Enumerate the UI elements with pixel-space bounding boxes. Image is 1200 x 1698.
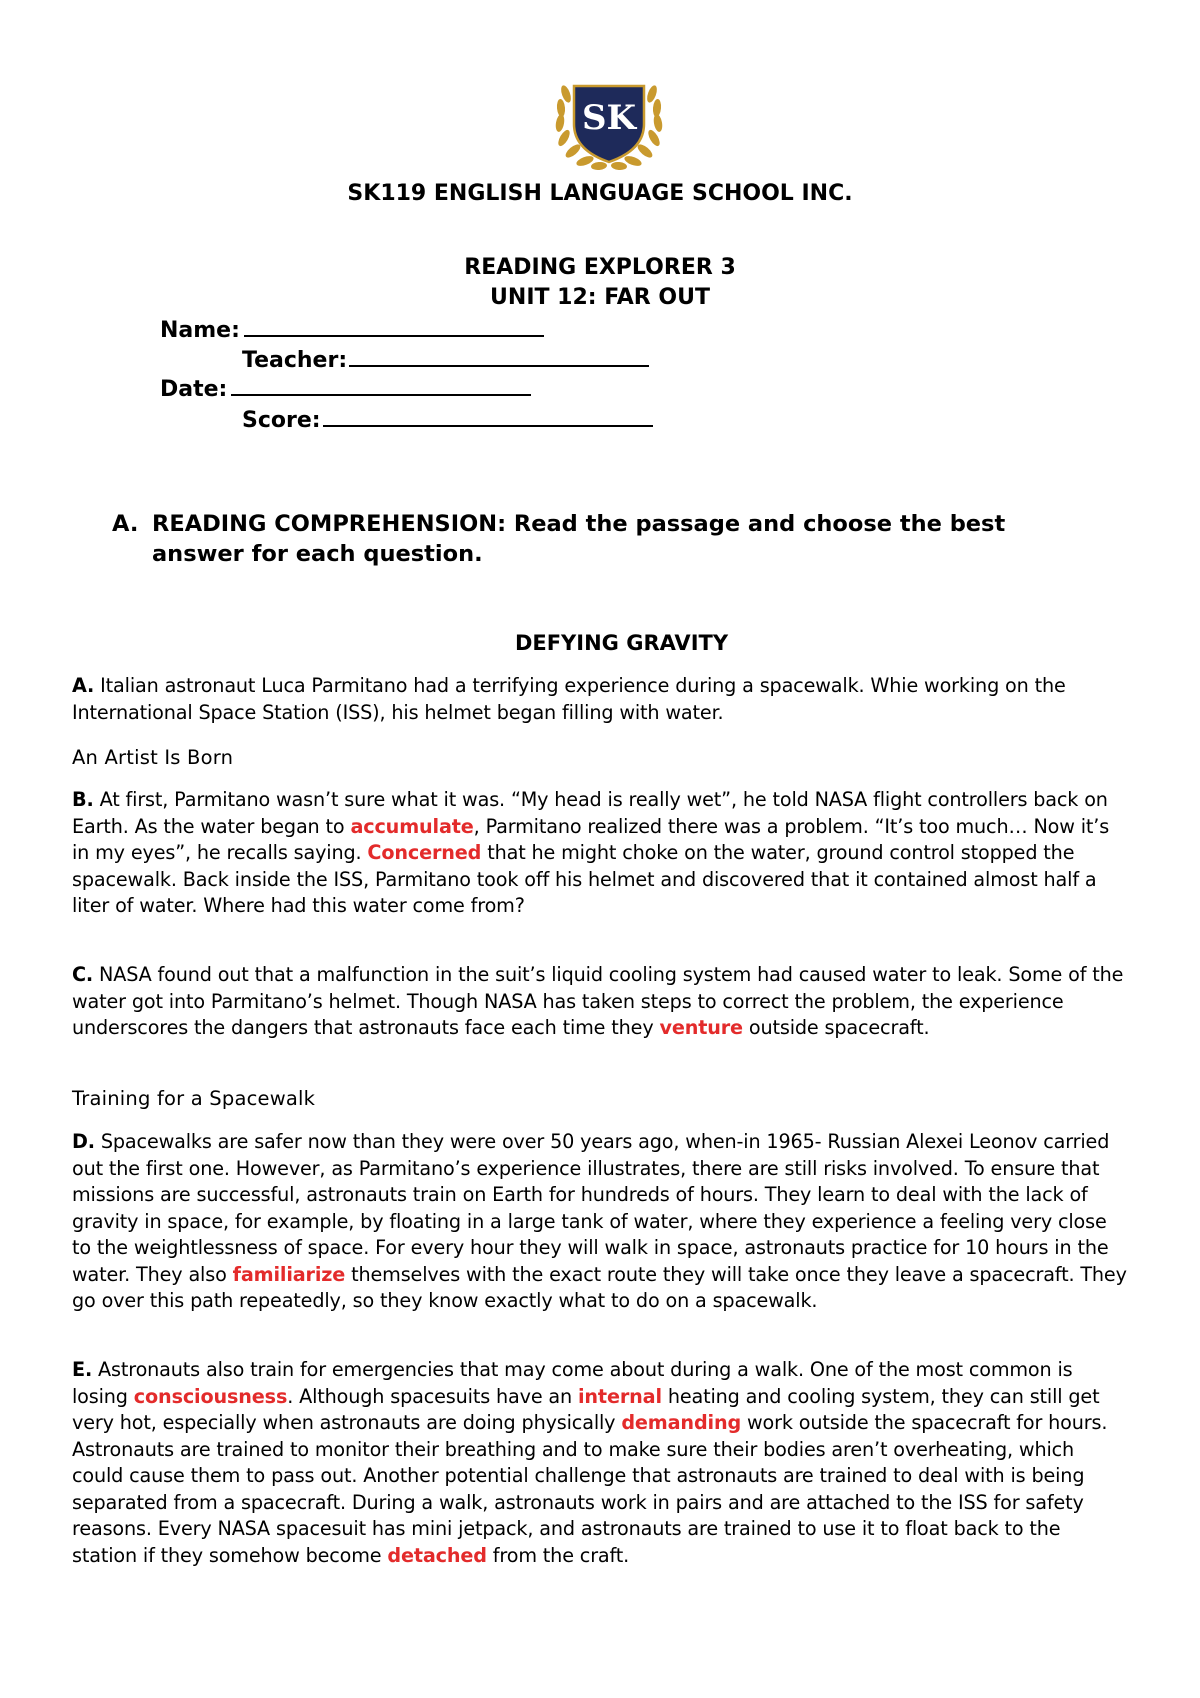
paragraph-b — [72, 787, 1128, 920]
paragraph-d-text-1: Spacewalks are safer now than they were over 50 years ago, when-in 1965- Russian Alexei Leonov carried out the first one. However, as Parmitano’s experience illustrates, there are still risks involved. To ensure that missions are successful, astronauts train on Earth for hundreds of hours. They learn to deal with the lack of gravity in space, for example, by floating in a large tank of water, where they experience a feeling very close to the weightlessness of space. For every hour they will walk in space, astronauts practice for 10 hours in the water. They also — [72, 1130, 1110, 1286]
paragraph-b-text-3: that he might choke on the water, ground control stopped the spacewalk. Back inside the ISS, Parmitano took off his helmet and discovered that it contained almost half a liter of water. Where had this water come from? — [72, 841, 1097, 917]
date-field — [160, 374, 531, 404]
section-a-line1: READING COMPREHENSION: Read the passage and choose the best — [152, 511, 1006, 537]
score-blank[interactable] — [323, 405, 653, 427]
paragraph-e-text-3: heating and cooling system, they can still get very hot, especially when astronauts are doing physically — [72, 1384, 1100, 1434]
paragraph-a — [72, 673, 1128, 726]
section-a-heading — [112, 509, 1112, 569]
vocab-concerned: Concerned — [367, 841, 482, 864]
paragraph-d-text-2: themselves with the exact route they will take once they leave a spacecraft. They go over this path repeatedly, so they know exactly what to do on a spacewalk. — [72, 1262, 1127, 1312]
paragraph-c-text-1: NASA found out that a malfunction in the suit’s liquid cooling system had caused water to leak. Some of the water got into Parmitano’s helmet. Though NASA has taken steps to correct the problem, the experience underscores the dangers that astronauts face each time they — [72, 963, 1124, 1039]
score-label: Score: — [242, 408, 321, 433]
name-blank[interactable] — [244, 315, 544, 337]
paragraph-e — [72, 1357, 1128, 1569]
vocab-demanding: demanding — [621, 1411, 742, 1434]
date-label: Date: — [160, 377, 228, 402]
date-blank[interactable] — [231, 374, 531, 396]
paragraph-b-text-1: At first, Parmitano wasn’t sure what it was. “My head is really wet”, he told NASA flight controllers back on Earth. As the water began to — [72, 788, 1108, 838]
paragraph-c-text-2: outside spacecraft. — [742, 1016, 930, 1039]
paragraph-e-text-2: . Although spacesuits have an — [287, 1384, 578, 1408]
paragraph-e-text-1: Astronauts also train for emergencies that may come about during a walk. One of the most common is losing — [72, 1358, 1073, 1408]
subheading-training: Training for a Spacewalk — [72, 1087, 316, 1110]
passage-title: DEFYING GRAVITY — [514, 631, 729, 655]
paragraph-a-text: Italian astronaut Luca Parmitano had a terrifying experience during a spacewalk. Whie working on the International Space Station (ISS), his helmet began filling with water. — [72, 674, 1066, 724]
paragraph-b-text-2: , Parmitano realized there was a problem. “It’s too much… Now it’s in my eyes”, he recalls saying. — [72, 814, 1110, 864]
logo-text: SK — [581, 98, 637, 138]
unit-title: UNIT 12: FAR OUT — [490, 285, 710, 310]
score-field — [242, 405, 653, 435]
paragraph-b-label: B. — [72, 788, 94, 811]
vocab-accumulate: accumulate — [350, 814, 474, 838]
vocab-detached: detached — [387, 1543, 487, 1567]
school-name: SK119 ENGLISH LANGUAGE SCHOOL INC. — [347, 181, 853, 206]
vocab-consciousness: consciousness — [133, 1384, 288, 1408]
teacher-label: Teacher: — [242, 348, 348, 373]
paragraph-e-text-5: from the craft. — [486, 1543, 630, 1567]
paragraph-e-text-4: work outside the spacecraft for hours. Astronauts are trained to monitor their breathing and to make sure their bodies aren’t overheating, which could cause them to pass out. Another potential challenge that astronauts are trained to deal with is being separated from a spacecraft. During a walk, astronauts work in pairs and are attached to the ISS for safety reasons. Every NASA spacesuit has mini jetpack, and astronauts are trained to use it to float back to the station if they somehow become — [72, 1411, 1108, 1567]
course-title: READING EXPLORER 3 — [464, 255, 736, 280]
section-a-line2: answer for each question. — [152, 541, 483, 567]
vocab-internal: internal — [578, 1384, 662, 1408]
vocab-familiarize: familiarize — [232, 1262, 346, 1286]
paragraph-e-label: E. — [72, 1358, 93, 1381]
paragraph-d-label: D. — [72, 1130, 95, 1153]
subheading-artist-born: An Artist Is Born — [72, 746, 234, 769]
paragraph-c — [72, 962, 1128, 1042]
paragraph-a-label: A. — [72, 674, 95, 697]
teacher-blank[interactable] — [349, 345, 649, 367]
paragraph-c-label: C. — [72, 963, 94, 986]
name-field — [160, 315, 544, 345]
vocab-venture: venture — [659, 1016, 743, 1039]
name-label: Name: — [160, 318, 240, 343]
school-logo — [552, 72, 666, 172]
teacher-field — [242, 345, 649, 375]
section-a-number: A. — [112, 511, 139, 537]
paragraph-d — [72, 1129, 1128, 1315]
